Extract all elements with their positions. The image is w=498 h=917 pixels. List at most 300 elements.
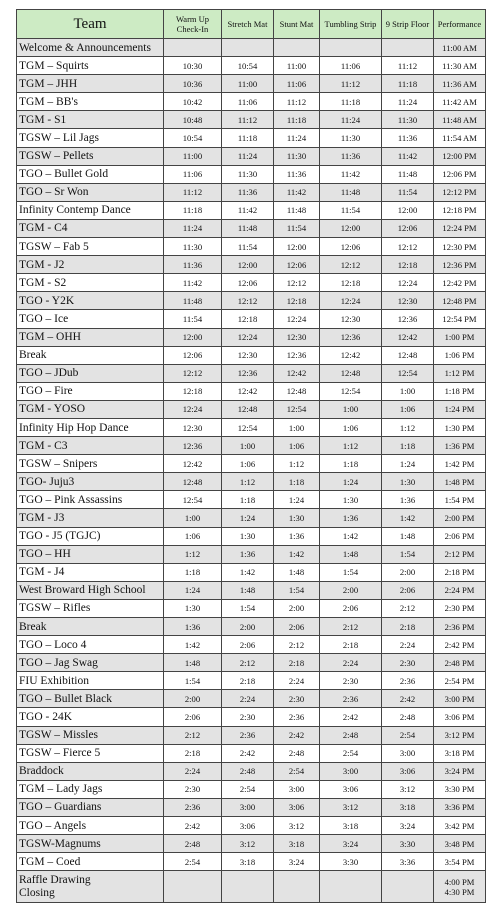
floor-cell: 12:36 bbox=[382, 310, 434, 328]
tumbling-cell: 1:12 bbox=[320, 437, 382, 455]
stretch-cell: 3:12 bbox=[222, 835, 274, 853]
floor-cell: 11:42 bbox=[382, 147, 434, 165]
stretch-cell: 12:18 bbox=[222, 310, 274, 328]
floor-cell: 1:24 bbox=[382, 455, 434, 473]
stunt-cell: 11:30 bbox=[274, 147, 320, 165]
stunt-cell: 2:00 bbox=[274, 599, 320, 617]
tumbling-cell: 3:06 bbox=[320, 780, 382, 798]
floor-cell: 2:30 bbox=[382, 654, 434, 672]
stunt-cell: 11:12 bbox=[274, 93, 320, 111]
stunt-cell: 1:48 bbox=[274, 563, 320, 581]
tumbling-cell: 12:24 bbox=[320, 292, 382, 310]
tumbling-cell: 3:12 bbox=[320, 798, 382, 816]
floor-cell: 12:00 bbox=[382, 201, 434, 219]
table-row bbox=[17, 491, 486, 509]
performance-cell: 2:18 PM bbox=[434, 563, 486, 581]
tumbling-cell: 2:06 bbox=[320, 599, 382, 617]
stunt-cell: 2:18 bbox=[274, 654, 320, 672]
warmup-cell: 2:24 bbox=[164, 762, 222, 780]
stretch-cell: 12:30 bbox=[222, 346, 274, 364]
warmup-cell: 1:48 bbox=[164, 654, 222, 672]
stunt-cell: 12:24 bbox=[274, 310, 320, 328]
performance-cell: 12:00 PM bbox=[434, 147, 486, 165]
tumbling-cell: 2:18 bbox=[320, 636, 382, 654]
table-row bbox=[17, 690, 486, 708]
table-row bbox=[17, 256, 486, 274]
team-cell: Break bbox=[17, 618, 164, 636]
tumbling-cell: 12:42 bbox=[320, 346, 382, 364]
floor-cell: 12:12 bbox=[382, 238, 434, 256]
tumbling-cell: 11:42 bbox=[320, 165, 382, 183]
tumbling-cell: 12:18 bbox=[320, 274, 382, 292]
team-cell: TGM - J2 bbox=[17, 256, 164, 274]
team-cell: TGO – Ice bbox=[17, 310, 164, 328]
floor-cell: 12:54 bbox=[382, 364, 434, 382]
stunt-cell: 11:18 bbox=[274, 111, 320, 129]
warmup-cell: 11:00 bbox=[164, 147, 222, 165]
floor-cell: 3:06 bbox=[382, 762, 434, 780]
stunt-cell: 12:36 bbox=[274, 346, 320, 364]
floor-cell: 2:06 bbox=[382, 581, 434, 599]
stunt-cell: 11:42 bbox=[274, 183, 320, 201]
stunt-cell bbox=[274, 39, 320, 57]
table-row bbox=[17, 545, 486, 563]
stretch-cell: 12:42 bbox=[222, 382, 274, 400]
stretch-cell: 11:06 bbox=[222, 93, 274, 111]
tumbling-cell: 3:30 bbox=[320, 853, 382, 871]
stretch-cell: 2:48 bbox=[222, 762, 274, 780]
stunt-cell: 3:18 bbox=[274, 835, 320, 853]
performance-cell: 2:12 PM bbox=[434, 545, 486, 563]
stunt-cell: 3:06 bbox=[274, 798, 320, 816]
tumbling-cell: 2:54 bbox=[320, 744, 382, 762]
floor-cell: 1:12 bbox=[382, 418, 434, 436]
stunt-cell: 1:12 bbox=[274, 455, 320, 473]
warmup-cell: 11:48 bbox=[164, 292, 222, 310]
team-cell: TGM - J4 bbox=[17, 563, 164, 581]
performance-cell: 12:24 PM bbox=[434, 219, 486, 237]
table-row bbox=[17, 364, 486, 382]
stretch-cell bbox=[222, 39, 274, 57]
tumbling-cell: 12:00 bbox=[320, 219, 382, 237]
floor-cell: 11:12 bbox=[382, 57, 434, 75]
stretch-cell: 11:48 bbox=[222, 219, 274, 237]
floor-cell: 3:30 bbox=[382, 835, 434, 853]
stretch-cell: 12:48 bbox=[222, 400, 274, 418]
stretch-cell: 11:12 bbox=[222, 111, 274, 129]
stunt-cell: 1:24 bbox=[274, 491, 320, 509]
performance-cell: 2:42 PM bbox=[434, 636, 486, 654]
stunt-cell: 12:18 bbox=[274, 292, 320, 310]
stretch-cell: 3:06 bbox=[222, 817, 274, 835]
header-row bbox=[17, 10, 486, 39]
floor-cell: 11:36 bbox=[382, 129, 434, 147]
stretch-cell: 11:36 bbox=[222, 183, 274, 201]
table-row bbox=[17, 636, 486, 654]
table-row bbox=[17, 835, 486, 853]
stretch-cell: 12:06 bbox=[222, 274, 274, 292]
warmup-cell: 10:48 bbox=[164, 111, 222, 129]
table-row bbox=[17, 509, 486, 527]
stretch-cell: 12:36 bbox=[222, 364, 274, 382]
table-row bbox=[17, 129, 486, 147]
team-cell: TGO- Juju3 bbox=[17, 473, 164, 491]
stunt-cell: 12:12 bbox=[274, 274, 320, 292]
warmup-cell: 12:00 bbox=[164, 328, 222, 346]
performance-cell: 2:30 PM bbox=[434, 599, 486, 617]
tumbling-cell: 11:18 bbox=[320, 93, 382, 111]
performance-cell: 1:12 PM bbox=[434, 364, 486, 382]
stunt-cell: 12:06 bbox=[274, 256, 320, 274]
floor-cell: 2:48 bbox=[382, 708, 434, 726]
stunt-cell: 11:24 bbox=[274, 129, 320, 147]
table-row bbox=[17, 418, 486, 436]
floor-cell: 12:06 bbox=[382, 219, 434, 237]
table-row bbox=[17, 165, 486, 183]
floor-cell: 11:48 bbox=[382, 165, 434, 183]
warmup-cell bbox=[164, 871, 222, 903]
table-body bbox=[17, 39, 486, 903]
tumbling-cell: 3:18 bbox=[320, 817, 382, 835]
table-row bbox=[17, 708, 486, 726]
table-row bbox=[17, 563, 486, 581]
warmup-cell: 2:42 bbox=[164, 817, 222, 835]
stretch-cell: 12:00 bbox=[222, 256, 274, 274]
floor-cell: 2:18 bbox=[382, 618, 434, 636]
floor-cell: 2:54 bbox=[382, 726, 434, 744]
stretch-cell: 1:36 bbox=[222, 545, 274, 563]
table-row bbox=[17, 57, 486, 75]
stunt-cell: 2:36 bbox=[274, 708, 320, 726]
warmup-cell: 10:30 bbox=[164, 57, 222, 75]
team-cell: FIU Exhibition bbox=[17, 672, 164, 690]
tumbling-cell: 11:36 bbox=[320, 147, 382, 165]
table-row bbox=[17, 183, 486, 201]
floor-column-header: 9 Strip Floor bbox=[382, 10, 434, 39]
floor-cell: 11:24 bbox=[382, 93, 434, 111]
floor-cell: 2:24 bbox=[382, 636, 434, 654]
table-row bbox=[17, 726, 486, 744]
table-row bbox=[17, 871, 486, 903]
warmup-cell: 1:30 bbox=[164, 599, 222, 617]
team-cell: TGO – HH bbox=[17, 545, 164, 563]
tumbling-cell: 11:48 bbox=[320, 183, 382, 201]
stunt-cell: 2:48 bbox=[274, 744, 320, 762]
team-cell: TGO – Pink Assassins bbox=[17, 491, 164, 509]
warmup-cell: 11:42 bbox=[164, 274, 222, 292]
performance-cell: 3:48 PM bbox=[434, 835, 486, 853]
team-cell: TGM - C4 bbox=[17, 219, 164, 237]
floor-cell: 2:36 bbox=[382, 672, 434, 690]
performance-cell: 1:30 PM bbox=[434, 418, 486, 436]
performance-cell: 12:06 PM bbox=[434, 165, 486, 183]
warmup-cell: 12:48 bbox=[164, 473, 222, 491]
stretch-cell: 11:18 bbox=[222, 129, 274, 147]
table-row bbox=[17, 201, 486, 219]
stretch-cell: 2:54 bbox=[222, 780, 274, 798]
stunt-cell: 11:48 bbox=[274, 201, 320, 219]
warmup-cell: 1:54 bbox=[164, 672, 222, 690]
team-cell: Infinity Hip Hop Dance bbox=[17, 418, 164, 436]
performance-cell: 3:18 PM bbox=[434, 744, 486, 762]
performance-cell: 3:12 PM bbox=[434, 726, 486, 744]
stunt-cell: 11:00 bbox=[274, 57, 320, 75]
tumbling-cell: 2:42 bbox=[320, 708, 382, 726]
team-cell: TGM – Lady Jags bbox=[17, 780, 164, 798]
team-cell: TGO – Angels bbox=[17, 817, 164, 835]
tumbling-cell: 11:54 bbox=[320, 201, 382, 219]
stunt-cell: 12:00 bbox=[274, 238, 320, 256]
warmup-cell: 2:12 bbox=[164, 726, 222, 744]
stunt-cell: 1:06 bbox=[274, 437, 320, 455]
stunt-cell: 12:30 bbox=[274, 328, 320, 346]
tumbling-cell: 12:48 bbox=[320, 364, 382, 382]
stunt-cell: 11:06 bbox=[274, 75, 320, 93]
table-row bbox=[17, 455, 486, 473]
team-cell: TGSW – Missles bbox=[17, 726, 164, 744]
table-row bbox=[17, 274, 486, 292]
table-row bbox=[17, 527, 486, 545]
performance-column-header: Performance bbox=[434, 10, 486, 39]
table-row bbox=[17, 400, 486, 418]
stunt-cell: 1:54 bbox=[274, 581, 320, 599]
table-row bbox=[17, 310, 486, 328]
stretch-cell: 12:24 bbox=[222, 328, 274, 346]
tumbling-cell: 1:48 bbox=[320, 545, 382, 563]
stretch-cell: 2:18 bbox=[222, 672, 274, 690]
team-cell: TGO - 24K bbox=[17, 708, 164, 726]
warmup-cell: 2:06 bbox=[164, 708, 222, 726]
tumbling-cell: 3:24 bbox=[320, 835, 382, 853]
warmup-cell: 2:18 bbox=[164, 744, 222, 762]
team-cell: TGM - J3 bbox=[17, 509, 164, 527]
team-cell: TGSW-Magnums bbox=[17, 835, 164, 853]
stunt-cell: 2:24 bbox=[274, 672, 320, 690]
floor-cell: 1:30 bbox=[382, 473, 434, 491]
warmup-cell: 1:18 bbox=[164, 563, 222, 581]
team-cell: Welcome & Announcements bbox=[17, 39, 164, 57]
team-cell: TGM – JHH bbox=[17, 75, 164, 93]
warmup-cell: 11:12 bbox=[164, 183, 222, 201]
stunt-cell: 1:36 bbox=[274, 527, 320, 545]
tumbling-cell: 12:06 bbox=[320, 238, 382, 256]
team-cell: West Broward High School bbox=[17, 581, 164, 599]
stretch-cell: 1:24 bbox=[222, 509, 274, 527]
performance-cell: 1:48 PM bbox=[434, 473, 486, 491]
stretch-cell: 12:54 bbox=[222, 418, 274, 436]
floor-cell bbox=[382, 39, 434, 57]
performance-cell: 1:42 PM bbox=[434, 455, 486, 473]
warmup-cell: 10:54 bbox=[164, 129, 222, 147]
tumbling-cell: 12:54 bbox=[320, 382, 382, 400]
warmup-cell: 1:12 bbox=[164, 545, 222, 563]
table-row bbox=[17, 581, 486, 599]
floor-cell: 11:18 bbox=[382, 75, 434, 93]
warmup-cell: 1:00 bbox=[164, 509, 222, 527]
tumbling-cell: 1:18 bbox=[320, 455, 382, 473]
performance-cell: 11:30 AM bbox=[434, 57, 486, 75]
tumbling-cell: 11:30 bbox=[320, 129, 382, 147]
team-cell: TGO – Bullet Black bbox=[17, 690, 164, 708]
stunt-cell: 2:54 bbox=[274, 762, 320, 780]
floor-cell: 12:42 bbox=[382, 328, 434, 346]
team-cell: Raffle Drawing Closing bbox=[17, 871, 164, 903]
stretch-cell: 2:24 bbox=[222, 690, 274, 708]
table-row bbox=[17, 219, 486, 237]
stunt-cell bbox=[274, 871, 320, 903]
tumbling-cell: 11:24 bbox=[320, 111, 382, 129]
warmup-cell: 12:36 bbox=[164, 437, 222, 455]
stretch-cell: 1:30 bbox=[222, 527, 274, 545]
warmup-cell: 12:12 bbox=[164, 364, 222, 382]
performance-cell: 1:06 PM bbox=[434, 346, 486, 364]
performance-cell: 3:36 PM bbox=[434, 798, 486, 816]
team-cell: Infinity Contemp Dance bbox=[17, 201, 164, 219]
stretch-cell: 1:00 bbox=[222, 437, 274, 455]
team-cell: TGSW – Fierce 5 bbox=[17, 744, 164, 762]
table-row bbox=[17, 780, 486, 798]
warmup-cell: 11:54 bbox=[164, 310, 222, 328]
stunt-cell: 2:30 bbox=[274, 690, 320, 708]
team-cell: TGSW – Snipers bbox=[17, 455, 164, 473]
stretch-cell: 2:12 bbox=[222, 654, 274, 672]
performance-cell: 12:18 PM bbox=[434, 201, 486, 219]
tumbling-cell: 2:48 bbox=[320, 726, 382, 744]
tumbling-cell: 2:12 bbox=[320, 618, 382, 636]
performance-cell: 4:00 PM 4:30 PM bbox=[434, 871, 486, 903]
table-row bbox=[17, 111, 486, 129]
stretch-cell: 11:42 bbox=[222, 201, 274, 219]
table-row bbox=[17, 75, 486, 93]
tumbling-cell: 1:00 bbox=[320, 400, 382, 418]
table-row bbox=[17, 238, 486, 256]
warmup-cell: 11:30 bbox=[164, 238, 222, 256]
stretch-cell: 10:54 bbox=[222, 57, 274, 75]
stretch-cell: 3:00 bbox=[222, 798, 274, 816]
floor-cell: 12:18 bbox=[382, 256, 434, 274]
warmup-cell: 10:42 bbox=[164, 93, 222, 111]
warmup-cell: 2:48 bbox=[164, 835, 222, 853]
floor-cell: 12:24 bbox=[382, 274, 434, 292]
stretch-cell: 12:12 bbox=[222, 292, 274, 310]
stretch-cell: 2:30 bbox=[222, 708, 274, 726]
stunt-cell: 12:42 bbox=[274, 364, 320, 382]
performance-cell: 1:00 PM bbox=[434, 328, 486, 346]
warmup-column-header: Warm Up Check-In bbox=[164, 10, 222, 39]
warmup-cell: 12:42 bbox=[164, 455, 222, 473]
team-cell: TGO – Bullet Gold bbox=[17, 165, 164, 183]
table-row bbox=[17, 672, 486, 690]
stretch-cell: 2:06 bbox=[222, 636, 274, 654]
table-row bbox=[17, 328, 486, 346]
performance-cell: 12:54 PM bbox=[434, 310, 486, 328]
stunt-cell: 1:42 bbox=[274, 545, 320, 563]
floor-cell: 1:48 bbox=[382, 527, 434, 545]
table-row bbox=[17, 762, 486, 780]
stunt-cell: 3:24 bbox=[274, 853, 320, 871]
performance-cell: 11:54 AM bbox=[434, 129, 486, 147]
table-row bbox=[17, 473, 486, 491]
floor-cell: 11:30 bbox=[382, 111, 434, 129]
stunt-column-header: Stunt Mat bbox=[274, 10, 320, 39]
tumbling-cell: 1:06 bbox=[320, 418, 382, 436]
warmup-cell: 10:36 bbox=[164, 75, 222, 93]
team-cell: TGM - S2 bbox=[17, 274, 164, 292]
tumbling-cell: 11:12 bbox=[320, 75, 382, 93]
table-row bbox=[17, 346, 486, 364]
floor-cell: 3:12 bbox=[382, 780, 434, 798]
performance-cell: 3:00 PM bbox=[434, 690, 486, 708]
performance-cell: 12:48 PM bbox=[434, 292, 486, 310]
tumbling-cell: 2:24 bbox=[320, 654, 382, 672]
tumbling-cell: 1:24 bbox=[320, 473, 382, 491]
team-cell: TGM - YOSO bbox=[17, 400, 164, 418]
stretch-cell: 1:54 bbox=[222, 599, 274, 617]
stretch-cell: 1:06 bbox=[222, 455, 274, 473]
team-cell: TGM – Squirts bbox=[17, 57, 164, 75]
performance-cell: 3:06 PM bbox=[434, 708, 486, 726]
performance-cell: 11:00 AM bbox=[434, 39, 486, 57]
performance-cell: 2:36 PM bbox=[434, 618, 486, 636]
table-row bbox=[17, 798, 486, 816]
tumbling-cell bbox=[320, 39, 382, 57]
tumbling-cell: 1:54 bbox=[320, 563, 382, 581]
stunt-cell: 2:06 bbox=[274, 618, 320, 636]
table-row bbox=[17, 292, 486, 310]
stretch-cell bbox=[222, 871, 274, 903]
floor-cell: 1:42 bbox=[382, 509, 434, 527]
floor-cell: 2:12 bbox=[382, 599, 434, 617]
warmup-cell: 1:36 bbox=[164, 618, 222, 636]
floor-cell: 1:36 bbox=[382, 491, 434, 509]
tumbling-cell: 3:00 bbox=[320, 762, 382, 780]
floor-cell: 2:42 bbox=[382, 690, 434, 708]
stretch-cell: 1:42 bbox=[222, 563, 274, 581]
floor-cell: 3:24 bbox=[382, 817, 434, 835]
tumbling-cell: 2:00 bbox=[320, 581, 382, 599]
table-row bbox=[17, 39, 486, 57]
warmup-cell: 11:06 bbox=[164, 165, 222, 183]
stunt-cell: 3:00 bbox=[274, 780, 320, 798]
tumbling-cell: 1:42 bbox=[320, 527, 382, 545]
warmup-cell bbox=[164, 39, 222, 57]
team-cell: TGO – JDub bbox=[17, 364, 164, 382]
warmup-cell: 1:24 bbox=[164, 581, 222, 599]
performance-cell: 2:06 PM bbox=[434, 527, 486, 545]
team-cell: TGSW – Rifles bbox=[17, 599, 164, 617]
floor-cell: 3:18 bbox=[382, 798, 434, 816]
stunt-cell: 12:54 bbox=[274, 400, 320, 418]
tumbling-cell: 1:36 bbox=[320, 509, 382, 527]
warmup-cell: 11:18 bbox=[164, 201, 222, 219]
tumbling-cell: 2:30 bbox=[320, 672, 382, 690]
table-row bbox=[17, 437, 486, 455]
performance-cell: 1:24 PM bbox=[434, 400, 486, 418]
stretch-cell: 11:54 bbox=[222, 238, 274, 256]
floor-cell: 11:54 bbox=[382, 183, 434, 201]
table-row bbox=[17, 93, 486, 111]
team-cell: TGO – Sr Won bbox=[17, 183, 164, 201]
warmup-cell: 2:00 bbox=[164, 690, 222, 708]
team-cell: TGO – Fire bbox=[17, 382, 164, 400]
team-cell: TGSW – Fab 5 bbox=[17, 238, 164, 256]
performance-cell: 12:42 PM bbox=[434, 274, 486, 292]
performance-cell: 12:12 PM bbox=[434, 183, 486, 201]
tumbling-cell: 12:30 bbox=[320, 310, 382, 328]
team-cell: TGM - S1 bbox=[17, 111, 164, 129]
warmup-cell: 12:30 bbox=[164, 418, 222, 436]
tumbling-cell bbox=[320, 871, 382, 903]
